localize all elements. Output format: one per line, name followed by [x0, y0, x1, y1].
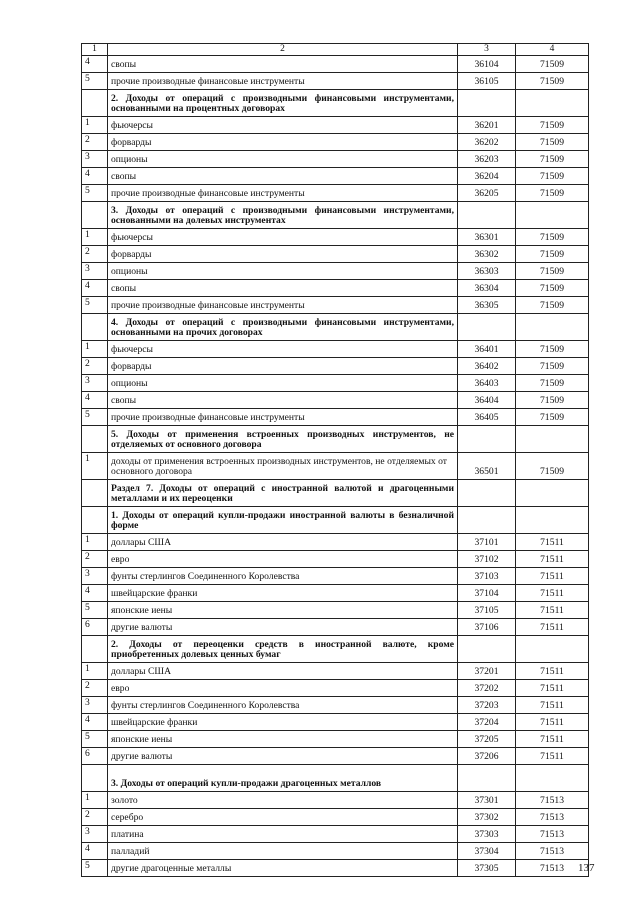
symbol-code: 71509 — [516, 408, 589, 425]
account-code: 36105 — [458, 72, 516, 89]
row-number: 3 — [82, 825, 108, 842]
table-row — [82, 696, 589, 713]
row-number — [82, 479, 108, 506]
account-code — [458, 201, 516, 228]
table-row — [82, 116, 589, 133]
symbol-code: 71513 — [516, 825, 589, 842]
account-code: 37303 — [458, 825, 516, 842]
row-number: 6 — [82, 747, 108, 764]
row-text: серебро — [108, 808, 458, 825]
account-code: 37105 — [458, 601, 516, 618]
account-code: 37203 — [458, 696, 516, 713]
table-row — [82, 713, 589, 730]
symbol-code: 71509 — [516, 116, 589, 133]
row-text: доллары США — [108, 662, 458, 679]
symbol-code: 71513 — [516, 842, 589, 859]
account-code: 37205 — [458, 730, 516, 747]
table-row — [82, 808, 589, 825]
symbol-code — [516, 313, 589, 340]
row-number: 5 — [82, 184, 108, 201]
symbol-code: 71511 — [516, 730, 589, 747]
symbol-code: 71509 — [516, 184, 589, 201]
symbol-code: 71511 — [516, 533, 589, 550]
account-code: 37104 — [458, 584, 516, 601]
row-text: другие валюты — [108, 747, 458, 764]
symbol-code: 71509 — [516, 374, 589, 391]
row-text: свопы — [108, 167, 458, 184]
row-number: 1 — [82, 533, 108, 550]
row-text: доходы от применения встроенных производных инструментов, не отделяемых от основного договора — [108, 452, 458, 479]
row-number — [82, 201, 108, 228]
account-code: 36201 — [458, 116, 516, 133]
row-text: прочие производные финансовые инструменты — [108, 296, 458, 313]
account-code: 37206 — [458, 747, 516, 764]
table-row — [82, 452, 589, 479]
row-number — [82, 313, 108, 340]
account-code: 36401 — [458, 340, 516, 357]
table-row — [82, 679, 589, 696]
row-number: 3 — [82, 262, 108, 279]
row-number: 1 — [82, 452, 108, 479]
table-row — [82, 228, 589, 245]
row-number: 5 — [82, 859, 108, 876]
symbol-code: 71509 — [516, 245, 589, 262]
page-number: 137 — [578, 862, 595, 874]
table-row — [82, 279, 589, 296]
account-code: 37305 — [458, 859, 516, 876]
account-code: 37204 — [458, 713, 516, 730]
table-row — [82, 791, 589, 808]
row-number: 6 — [82, 618, 108, 635]
table-row — [82, 567, 589, 584]
row-number: 4 — [82, 842, 108, 859]
row-number: 2 — [82, 550, 108, 567]
table-row — [82, 662, 589, 679]
symbol-code: 71513 — [516, 808, 589, 825]
table-row — [82, 374, 589, 391]
account-code: 36305 — [458, 296, 516, 313]
table-row — [82, 842, 589, 859]
row-number: 3 — [82, 150, 108, 167]
account-code: 37102 — [458, 550, 516, 567]
account-code: 37302 — [458, 808, 516, 825]
row-text: форварды — [108, 245, 458, 262]
table-row — [82, 730, 589, 747]
symbol-code: 71511 — [516, 696, 589, 713]
row-number: 5 — [82, 408, 108, 425]
symbol-code: 71511 — [516, 747, 589, 764]
row-text: фунты стерлингов Соединенного Королевства — [108, 567, 458, 584]
symbol-code: 71511 — [516, 618, 589, 635]
table-row — [82, 601, 589, 618]
row-text: японские иены — [108, 730, 458, 747]
row-number: 4 — [82, 55, 108, 72]
row-text: 2. Доходы от операций с производными финансовыми инструментами, основанными на процентных договорах — [108, 89, 458, 116]
table-row — [82, 391, 589, 408]
account-code: 36202 — [458, 133, 516, 150]
symbol-code: 71509 — [516, 452, 589, 479]
row-number: 2 — [82, 357, 108, 374]
row-number: 5 — [82, 601, 108, 618]
section-heading-row — [82, 635, 589, 662]
account-code: 37201 — [458, 662, 516, 679]
row-number — [82, 506, 108, 533]
row-text: 4. Доходы от операций с производными финансовыми инструментами, основанными на прочих договорах — [108, 313, 458, 340]
account-code: 36205 — [458, 184, 516, 201]
symbol-code: 71509 — [516, 279, 589, 296]
row-number: 5 — [82, 72, 108, 89]
row-number — [82, 425, 108, 452]
row-text: швейцарские франки — [108, 713, 458, 730]
row-text: японские иены — [108, 601, 458, 618]
row-number: 2 — [82, 245, 108, 262]
table-row — [82, 533, 589, 550]
row-text: платина — [108, 825, 458, 842]
row-number: 3 — [82, 374, 108, 391]
row-text: прочие производные финансовые инструменты — [108, 184, 458, 201]
header-row — [82, 44, 589, 56]
row-number — [82, 764, 108, 791]
row-text: свопы — [108, 279, 458, 296]
symbol-code: 71509 — [516, 340, 589, 357]
section-heading-row — [82, 479, 589, 506]
row-text: опционы — [108, 262, 458, 279]
row-text: Раздел 7. Доходы от операций с иностранной валютой и драгоценными металлами и их переоценки — [108, 479, 458, 506]
account-code: 36404 — [458, 391, 516, 408]
row-text: свопы — [108, 391, 458, 408]
row-text: другие валюты — [108, 618, 458, 635]
section-heading-row — [82, 506, 589, 533]
table-row — [82, 167, 589, 184]
symbol-code: 71509 — [516, 167, 589, 184]
row-number: 2 — [82, 133, 108, 150]
table-row — [82, 618, 589, 635]
account-code: 37304 — [458, 842, 516, 859]
symbol-code: 71509 — [516, 133, 589, 150]
row-text: 2. Доходы от переоценки средств в иностранной валюте, кроме приобретенных долевых ценных бумаг — [108, 635, 458, 662]
row-text: доллары США — [108, 533, 458, 550]
symbol-code: 71509 — [516, 228, 589, 245]
row-number: 4 — [82, 167, 108, 184]
row-number: 3 — [82, 696, 108, 713]
row-number: 3 — [82, 567, 108, 584]
section-heading-row — [82, 89, 589, 116]
symbol-code: 71511 — [516, 662, 589, 679]
table-row — [82, 747, 589, 764]
symbol-code — [516, 764, 589, 791]
table-row — [82, 184, 589, 201]
row-text: золото — [108, 791, 458, 808]
account-code: 36303 — [458, 262, 516, 279]
account-code: 36402 — [458, 357, 516, 374]
table-row — [82, 245, 589, 262]
table-row — [82, 296, 589, 313]
account-code: 36304 — [458, 279, 516, 296]
account-code — [458, 425, 516, 452]
account-code: 36301 — [458, 228, 516, 245]
symbol-code — [516, 425, 589, 452]
symbol-code: 71513 — [516, 791, 589, 808]
account-code — [458, 313, 516, 340]
row-number: 5 — [82, 296, 108, 313]
row-text: фунты стерлингов Соединенного Королевства — [108, 696, 458, 713]
symbol-code — [516, 479, 589, 506]
row-number: 4 — [82, 391, 108, 408]
account-code: 36501 — [458, 452, 516, 479]
account-code — [458, 635, 516, 662]
account-code: 37301 — [458, 791, 516, 808]
row-text: другие драгоценные металлы — [108, 859, 458, 876]
account-code: 36203 — [458, 150, 516, 167]
table-row — [82, 825, 589, 842]
account-code — [458, 479, 516, 506]
symbol-code: 71509 — [516, 296, 589, 313]
table-row — [82, 584, 589, 601]
row-number: 1 — [82, 116, 108, 133]
account-code: 37103 — [458, 567, 516, 584]
row-number: 1 — [82, 791, 108, 808]
row-number: 1 — [82, 228, 108, 245]
row-text: опционы — [108, 374, 458, 391]
symbol-code: 71509 — [516, 150, 589, 167]
symbol-code: 71509 — [516, 391, 589, 408]
row-text: 3. Доходы от операций с производными финансовыми инструментами, основанными на долевых инструментах — [108, 201, 458, 228]
row-text: опционы — [108, 150, 458, 167]
account-code: 37101 — [458, 533, 516, 550]
header-col-2: 2 — [108, 44, 458, 56]
row-text: 5. Доходы от применения встроенных производных инструментов, не отделяемых от основного договора — [108, 425, 458, 452]
table-row — [82, 55, 589, 72]
row-text: евро — [108, 550, 458, 567]
row-text: свопы — [108, 55, 458, 72]
account-code: 37202 — [458, 679, 516, 696]
symbol-code — [516, 89, 589, 116]
table-row — [82, 408, 589, 425]
header-col-4: 4 — [516, 44, 589, 56]
table-row — [82, 357, 589, 374]
row-text: 3. Доходы от операций купли-продажи драгоценных металлов — [108, 764, 458, 791]
row-number: 4 — [82, 279, 108, 296]
account-code — [458, 764, 516, 791]
row-number: 5 — [82, 730, 108, 747]
row-text: фьючерсы — [108, 340, 458, 357]
row-text: прочие производные финансовые инструменты — [108, 408, 458, 425]
table-row — [82, 133, 589, 150]
section-heading-row — [82, 425, 589, 452]
account-code: 36302 — [458, 245, 516, 262]
symbol-code: 71509 — [516, 55, 589, 72]
account-code: 37106 — [458, 618, 516, 635]
table-row — [82, 150, 589, 167]
table-row — [82, 262, 589, 279]
symbol-code: 71511 — [516, 679, 589, 696]
section-heading-row — [82, 201, 589, 228]
row-number: 1 — [82, 662, 108, 679]
row-text: форварды — [108, 357, 458, 374]
row-number: 4 — [82, 584, 108, 601]
table-row — [82, 550, 589, 567]
row-number: 2 — [82, 679, 108, 696]
section-heading-row — [82, 313, 589, 340]
symbol-code — [516, 506, 589, 533]
symbol-code — [516, 201, 589, 228]
header-col-1: 1 — [82, 44, 108, 56]
row-text: швейцарские франки — [108, 584, 458, 601]
account-code: 36104 — [458, 55, 516, 72]
row-number: 1 — [82, 340, 108, 357]
symbol-code: 71511 — [516, 713, 589, 730]
section-heading-row — [82, 764, 589, 791]
row-text: фьючерсы — [108, 228, 458, 245]
symbol-code: 71509 — [516, 262, 589, 279]
accounts-table — [81, 43, 589, 877]
row-text: прочие производные финансовые инструменты — [108, 72, 458, 89]
table-row — [82, 859, 589, 876]
header-col-3: 3 — [458, 44, 516, 56]
row-text: 1. Доходы от операций купли-продажи иностранной валюты в безналичной форме — [108, 506, 458, 533]
account-code — [458, 506, 516, 533]
symbol-code: 71511 — [516, 550, 589, 567]
symbol-code: 71509 — [516, 72, 589, 89]
row-number — [82, 635, 108, 662]
symbol-code: 71511 — [516, 567, 589, 584]
row-number: 4 — [82, 713, 108, 730]
account-code: 36403 — [458, 374, 516, 391]
row-text: евро — [108, 679, 458, 696]
symbol-code: 71513 — [516, 859, 589, 876]
account-code: 36204 — [458, 167, 516, 184]
row-text: форварды — [108, 133, 458, 150]
symbol-code: 71511 — [516, 584, 589, 601]
row-number: 2 — [82, 808, 108, 825]
symbol-code — [516, 635, 589, 662]
table-row — [82, 340, 589, 357]
symbol-code: 71509 — [516, 357, 589, 374]
row-text: фьючерсы — [108, 116, 458, 133]
row-number — [82, 89, 108, 116]
account-code: 36405 — [458, 408, 516, 425]
table-row — [82, 72, 589, 89]
account-code — [458, 89, 516, 116]
symbol-code: 71511 — [516, 601, 589, 618]
row-text: палладий — [108, 842, 458, 859]
